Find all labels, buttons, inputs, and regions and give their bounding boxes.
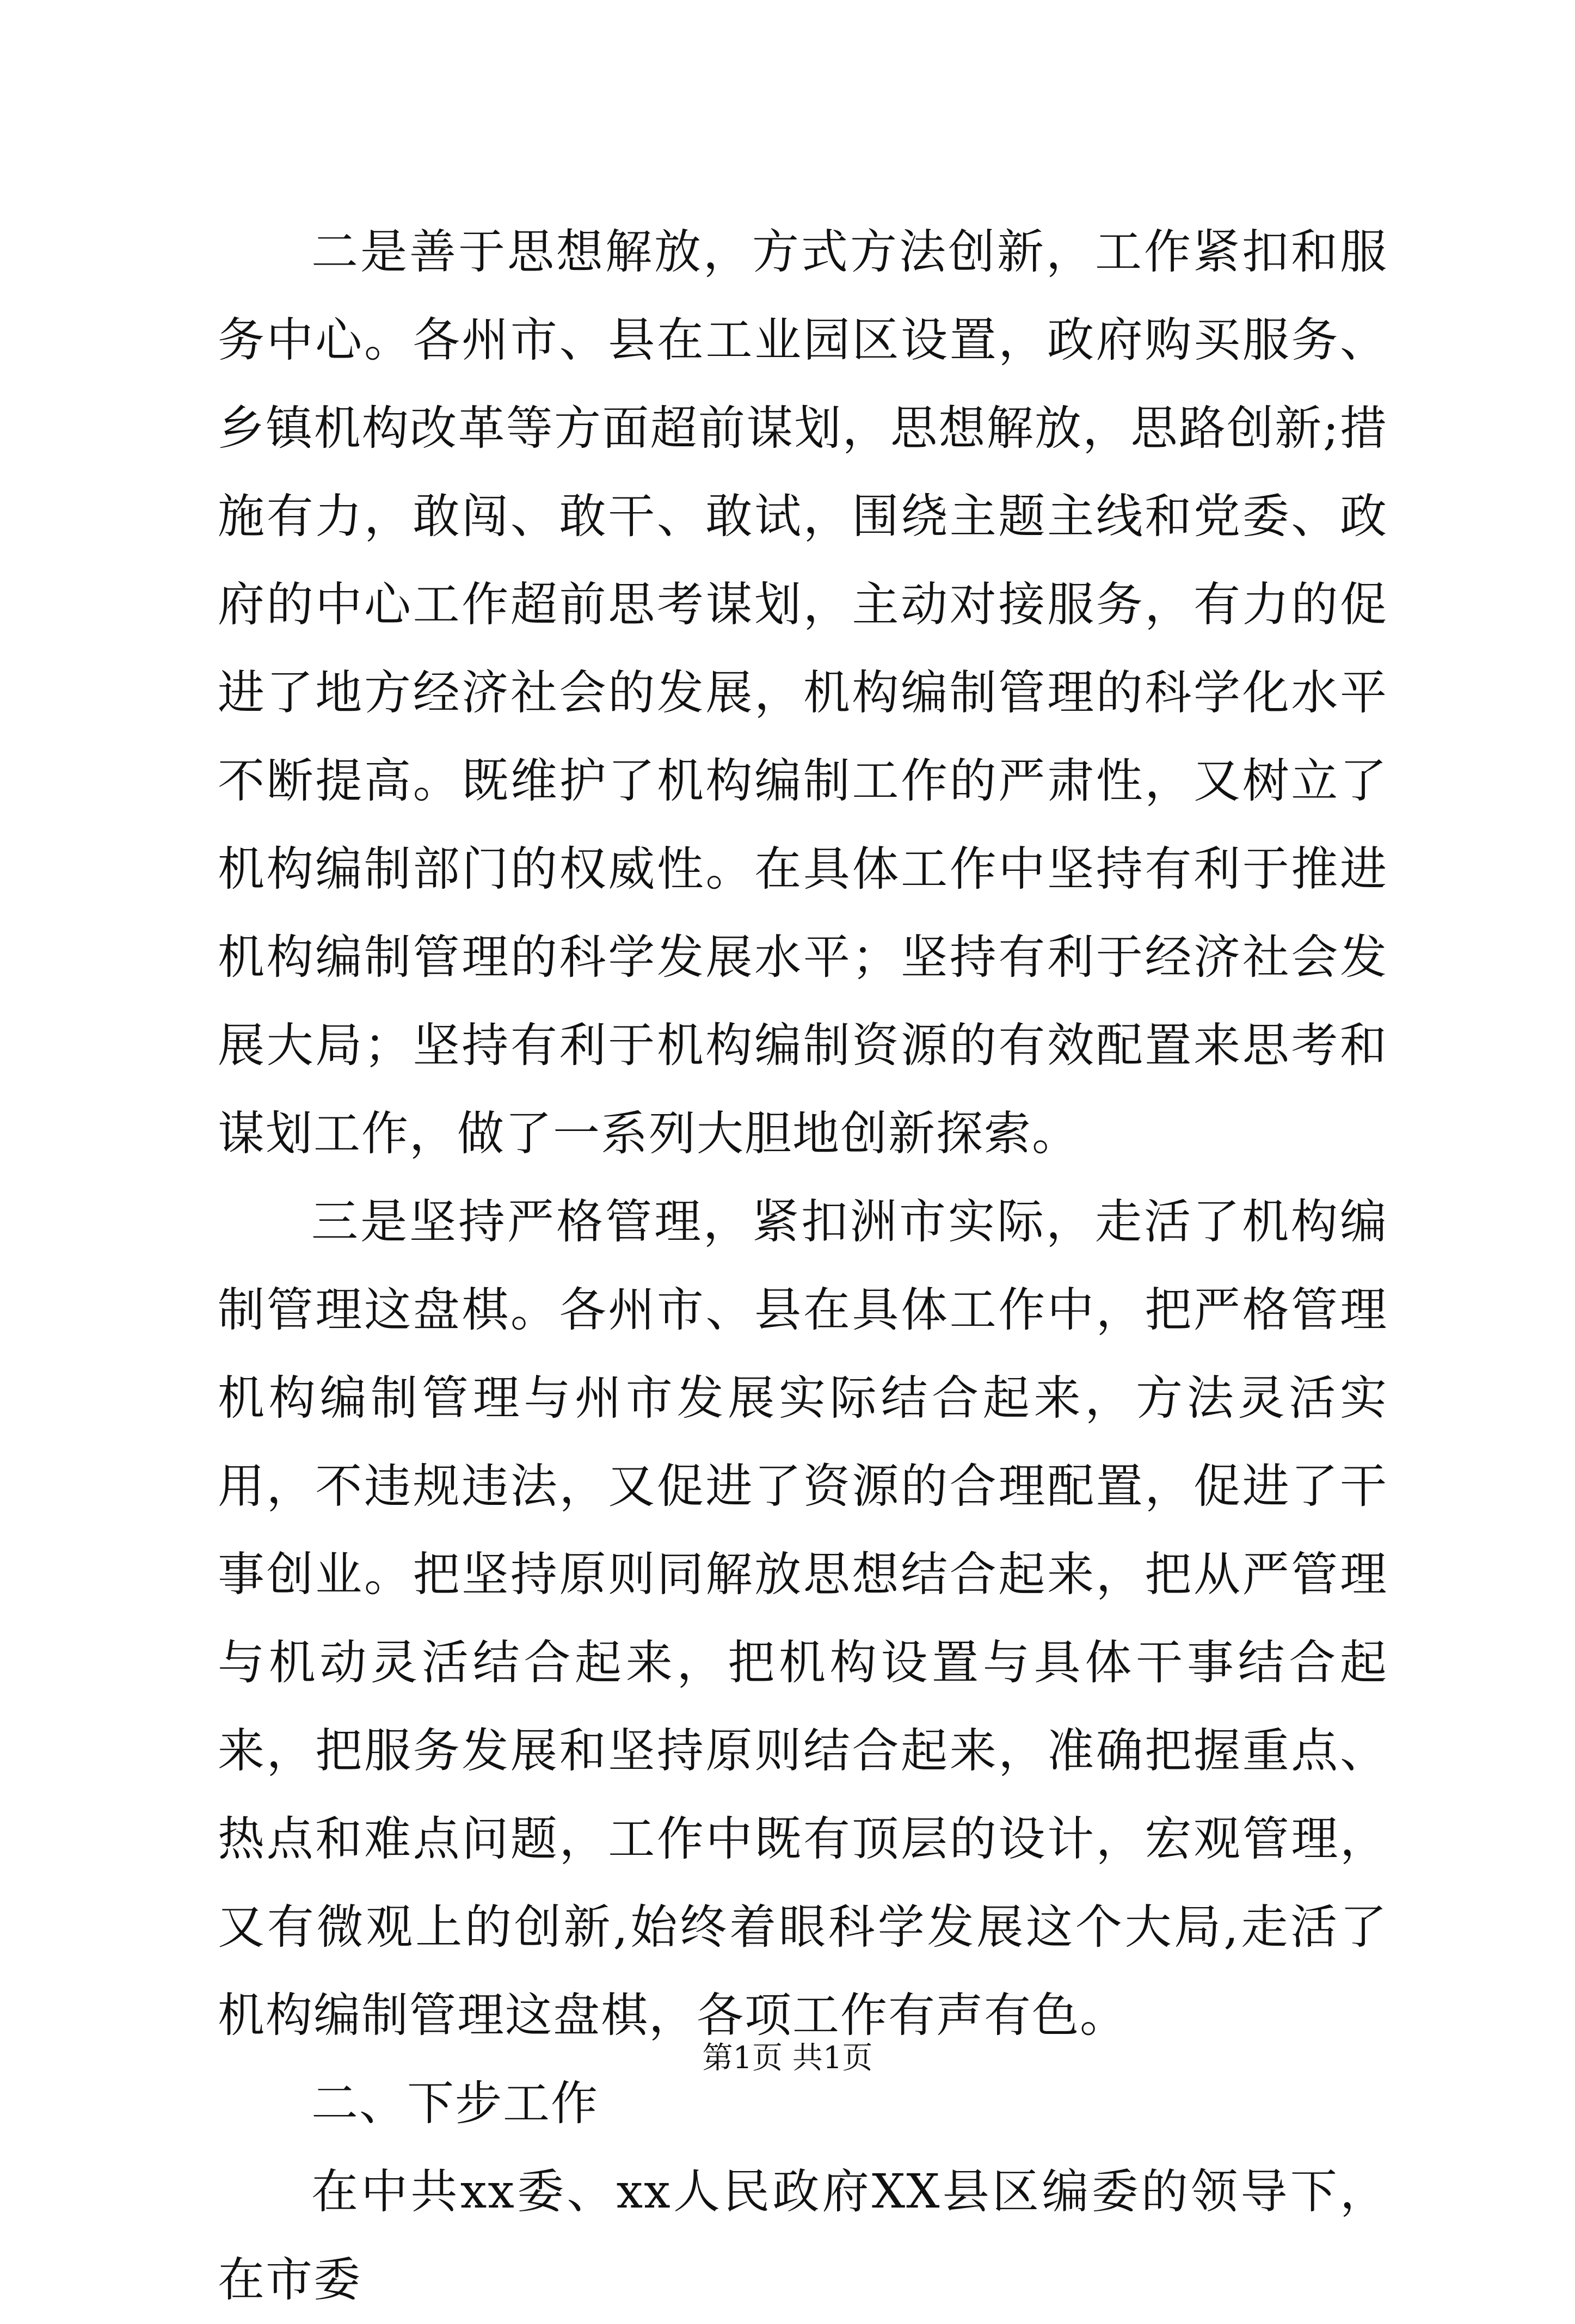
- section-heading-next-steps: 二、下步工作: [311, 2076, 599, 2131]
- paragraph-next-steps: 在中共xx委、xx人民政府XX县区编委的领导下，在市委: [218, 2165, 1388, 2307]
- paragraph-2-innovation: 二是善于思想解放，方式方法创新，工作紧扣和服务中心。各州市、县在工业园区设置，政府购买服务、乡镇机构改革等方面超前谋划，思想解放，思路创新;措施有力，敢闯、敢干、敢试，围绕主题主线和党委、政府的中心工作超前思考谋划，主动对接服务，有力的促进了地方经济社会的发展，机构编制管理的科学化水平不断提高。既维护了机构编制工作的严肃性，又树立了机构编制部门的权威性。在具体工作中坚持有利于推进机构编制管理的科学发展水平；坚持有利于经济社会发展大局；坚持有利于机构编制资源的有效配置来思考和谋划工作，做了一系列大胆地创新探索。: [218, 225, 1388, 1161]
- page-number-footer: 第1页 共1页: [702, 2040, 873, 2076]
- paragraph-3-strict-management: 三是坚持严格管理，紧扣洲市实际，走活了机构编制管理这盘棋。各州市、县在具体工作中，把严格管理机构编制管理与州市发展实际结合起来，方法灵活实用，不违规违法，又促进了资源的合理配置，促进了干事创业。把坚持原则同解放思想结合起来，把从严管理与机动灵活结合起来，把机构设置与具体干事结合起来，把服务发展和坚持原则结合起来，准确把握重点、热点和难点问题，工作中既有顶层的设计，宏观管理，又有微观上的创新,始终着眼科学发展这个大局,走活了机构编制管理这盘棋，各项工作有声有色。: [218, 1195, 1388, 2043]
- body-text: [218, 208, 1388, 2324]
